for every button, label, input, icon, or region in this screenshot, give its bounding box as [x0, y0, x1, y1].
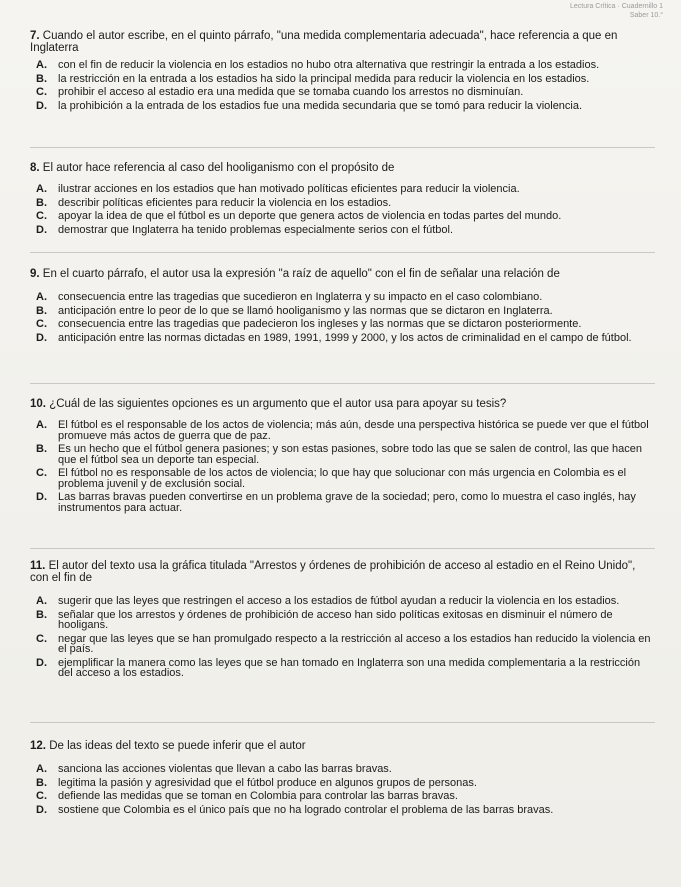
- question-stem: [30, 398, 655, 410]
- question-number: 10.: [30, 398, 46, 410]
- option-a[interactable]: A. El fútbol es el responsable de los actos de violencia; más aún, desde una perspectiva histórica se puede ver que el fútbol promueve más actos de guerra que de paz.: [36, 419, 649, 442]
- divider: [30, 147, 655, 148]
- header-meta: [570, 2, 663, 20]
- option-d[interactable]: D. anticipación entre las normas dictadas en 1989, 1991, 1999 y 2000, y los actos de criminalidad en el campo de fútbol.: [36, 331, 632, 344]
- question-12: [30, 740, 655, 818]
- option-c[interactable]: C. negar que las leyes que se han promulgado respecto a la restricción al acceso a los estadios han reducido la violencia en el país.: [36, 632, 651, 655]
- question-number: 9.: [30, 268, 40, 280]
- question-text: Cuando el autor escribe, en el quinto párrafo, "una medida complementaria adecuada", hace referencia a que en Inglaterra: [30, 30, 618, 54]
- question-8: [30, 162, 655, 238]
- option-a[interactable]: A. con el fin de reducir la violencia en los estadios no hubo otra alternativa que restringir la entrada a los estadios.: [36, 59, 600, 71]
- question-7: [30, 30, 655, 114]
- question-number: 7.: [30, 30, 40, 42]
- question-text: El autor hace referencia al caso del hooliganismo con el propósito de: [42, 162, 395, 174]
- option-b[interactable]: B. señalar que los arrestos y órdenes de prohibición de acceso han sido políticas exitosas en disminuir el número de hooligans.: [36, 608, 613, 631]
- question-text: El autor del texto usa la gráfica titulada "Arrestos y órdenes de prohibición de acceso al estadio en el Reino Unido", con el fin de: [30, 560, 636, 584]
- option-c[interactable]: C. defiende las medidas que se toman en Colombia para controlar las barras bravas.: [36, 790, 458, 802]
- option-b[interactable]: B. Es un hecho que el fútbol genera pasiones; y son estas pasiones, sobre todo las que se salen de control, las que hacen que el fútbol sea un deporte tan especial.: [36, 443, 643, 466]
- option-a[interactable]: A. sanciona las acciones violentas que llevan a cabo las barras bravas.: [36, 763, 392, 775]
- divider: [30, 383, 655, 384]
- question-number: 8.: [30, 162, 40, 174]
- option-d[interactable]: D. la prohibición a la entrada de los estadios fue una medida secundaria que se tomó para reducir la violencia.: [36, 99, 583, 112]
- option-b[interactable]: B. legitima la pasión y agresividad que el fútbol produce en algunos grupos de personas.: [36, 776, 477, 789]
- option-b[interactable]: B. describir políticas eficientes para reducir la violencia en los estadios.: [36, 196, 392, 209]
- option-c[interactable]: C. consecuencia entre las tragedias que padecieron los ingleses y las normas que se dictaron posteriormente.: [36, 318, 582, 330]
- option-a[interactable]: A. sugerir que las leyes que restringen el acceso a los estadios de fútbol ayudan a reducir la violencia en los estadios.: [36, 595, 620, 607]
- question-9: [30, 268, 655, 346]
- header-line-1: Lectura Crítica · Cuadernillo 1: [570, 3, 663, 10]
- option-d[interactable]: D. sostiene que Colombia es el único país que no ha logrado controlar el problema de las barras bravas.: [36, 803, 554, 816]
- question-stem: [30, 268, 655, 280]
- question-11: [30, 560, 655, 682]
- option-c[interactable]: C. El fútbol no es responsable de los actos de violencia; lo que hay que solucionar con más urgencia en Colombia es el problema juvenil y de exclusión social.: [36, 467, 627, 490]
- option-a[interactable]: A. ilustrar acciones en los estadios que han motivado políticas eficientes para reducir la violencia.: [36, 183, 520, 195]
- option-c[interactable]: C. apoyar la idea de que el fútbol es un deporte que genera actos de violencia en todas partes del mundo.: [36, 210, 562, 222]
- option-d[interactable]: D. Las barras bravas pueden convertirse en un problema grave de la sociedad; pero, como lo muestra el caso inglés, hay instrumentos para actuar.: [36, 491, 636, 514]
- divider: [30, 548, 655, 549]
- divider: [30, 252, 655, 253]
- divider: [30, 722, 655, 723]
- option-d[interactable]: D. ejemplificar la manera como las leyes que se han tomado en Inglaterra son una medida complementaria a la restricción del acceso a los estadios.: [36, 656, 641, 679]
- question-number: 11.: [30, 560, 46, 572]
- question-text: En el cuarto párrafo, el autor usa la expresión "a raíz de aquello" con el fin de señalar una relación de: [42, 268, 560, 280]
- question-stem: [30, 162, 655, 174]
- question-stem: [30, 740, 655, 752]
- option-b[interactable]: B. anticipación entre lo peor de lo que se llamó hooliganismo y las normas que se dictaron en Inglaterra.: [36, 304, 553, 317]
- option-d[interactable]: D. demostrar que Inglaterra ha tenido problemas especialmente serios con el fútbol.: [36, 223, 454, 236]
- option-a[interactable]: A. consecuencia entre las tragedias que sucedieron en Inglaterra y su impacto en el caso colombiano.: [36, 291, 543, 303]
- question-stem: [30, 30, 655, 54]
- question-text: De las ideas del texto se puede inferir que el autor: [49, 740, 306, 752]
- question-number: 12.: [30, 740, 46, 752]
- header-line-2: Saber 10.°: [629, 12, 663, 19]
- option-b[interactable]: B. la restricción en la entrada a los estadios ha sido la principal medida para reducir la violencia en los estadios.: [36, 72, 590, 85]
- question-10: [30, 398, 655, 516]
- question-stem: [30, 560, 655, 584]
- question-text: ¿Cuál de las siguientes opciones es un argumento que el autor usa para apoyar su tesis?: [49, 398, 507, 410]
- option-c[interactable]: C. prohibir el acceso al estadio era una medida que se tomaba cuando los arrestos no disminuían.: [36, 86, 524, 98]
